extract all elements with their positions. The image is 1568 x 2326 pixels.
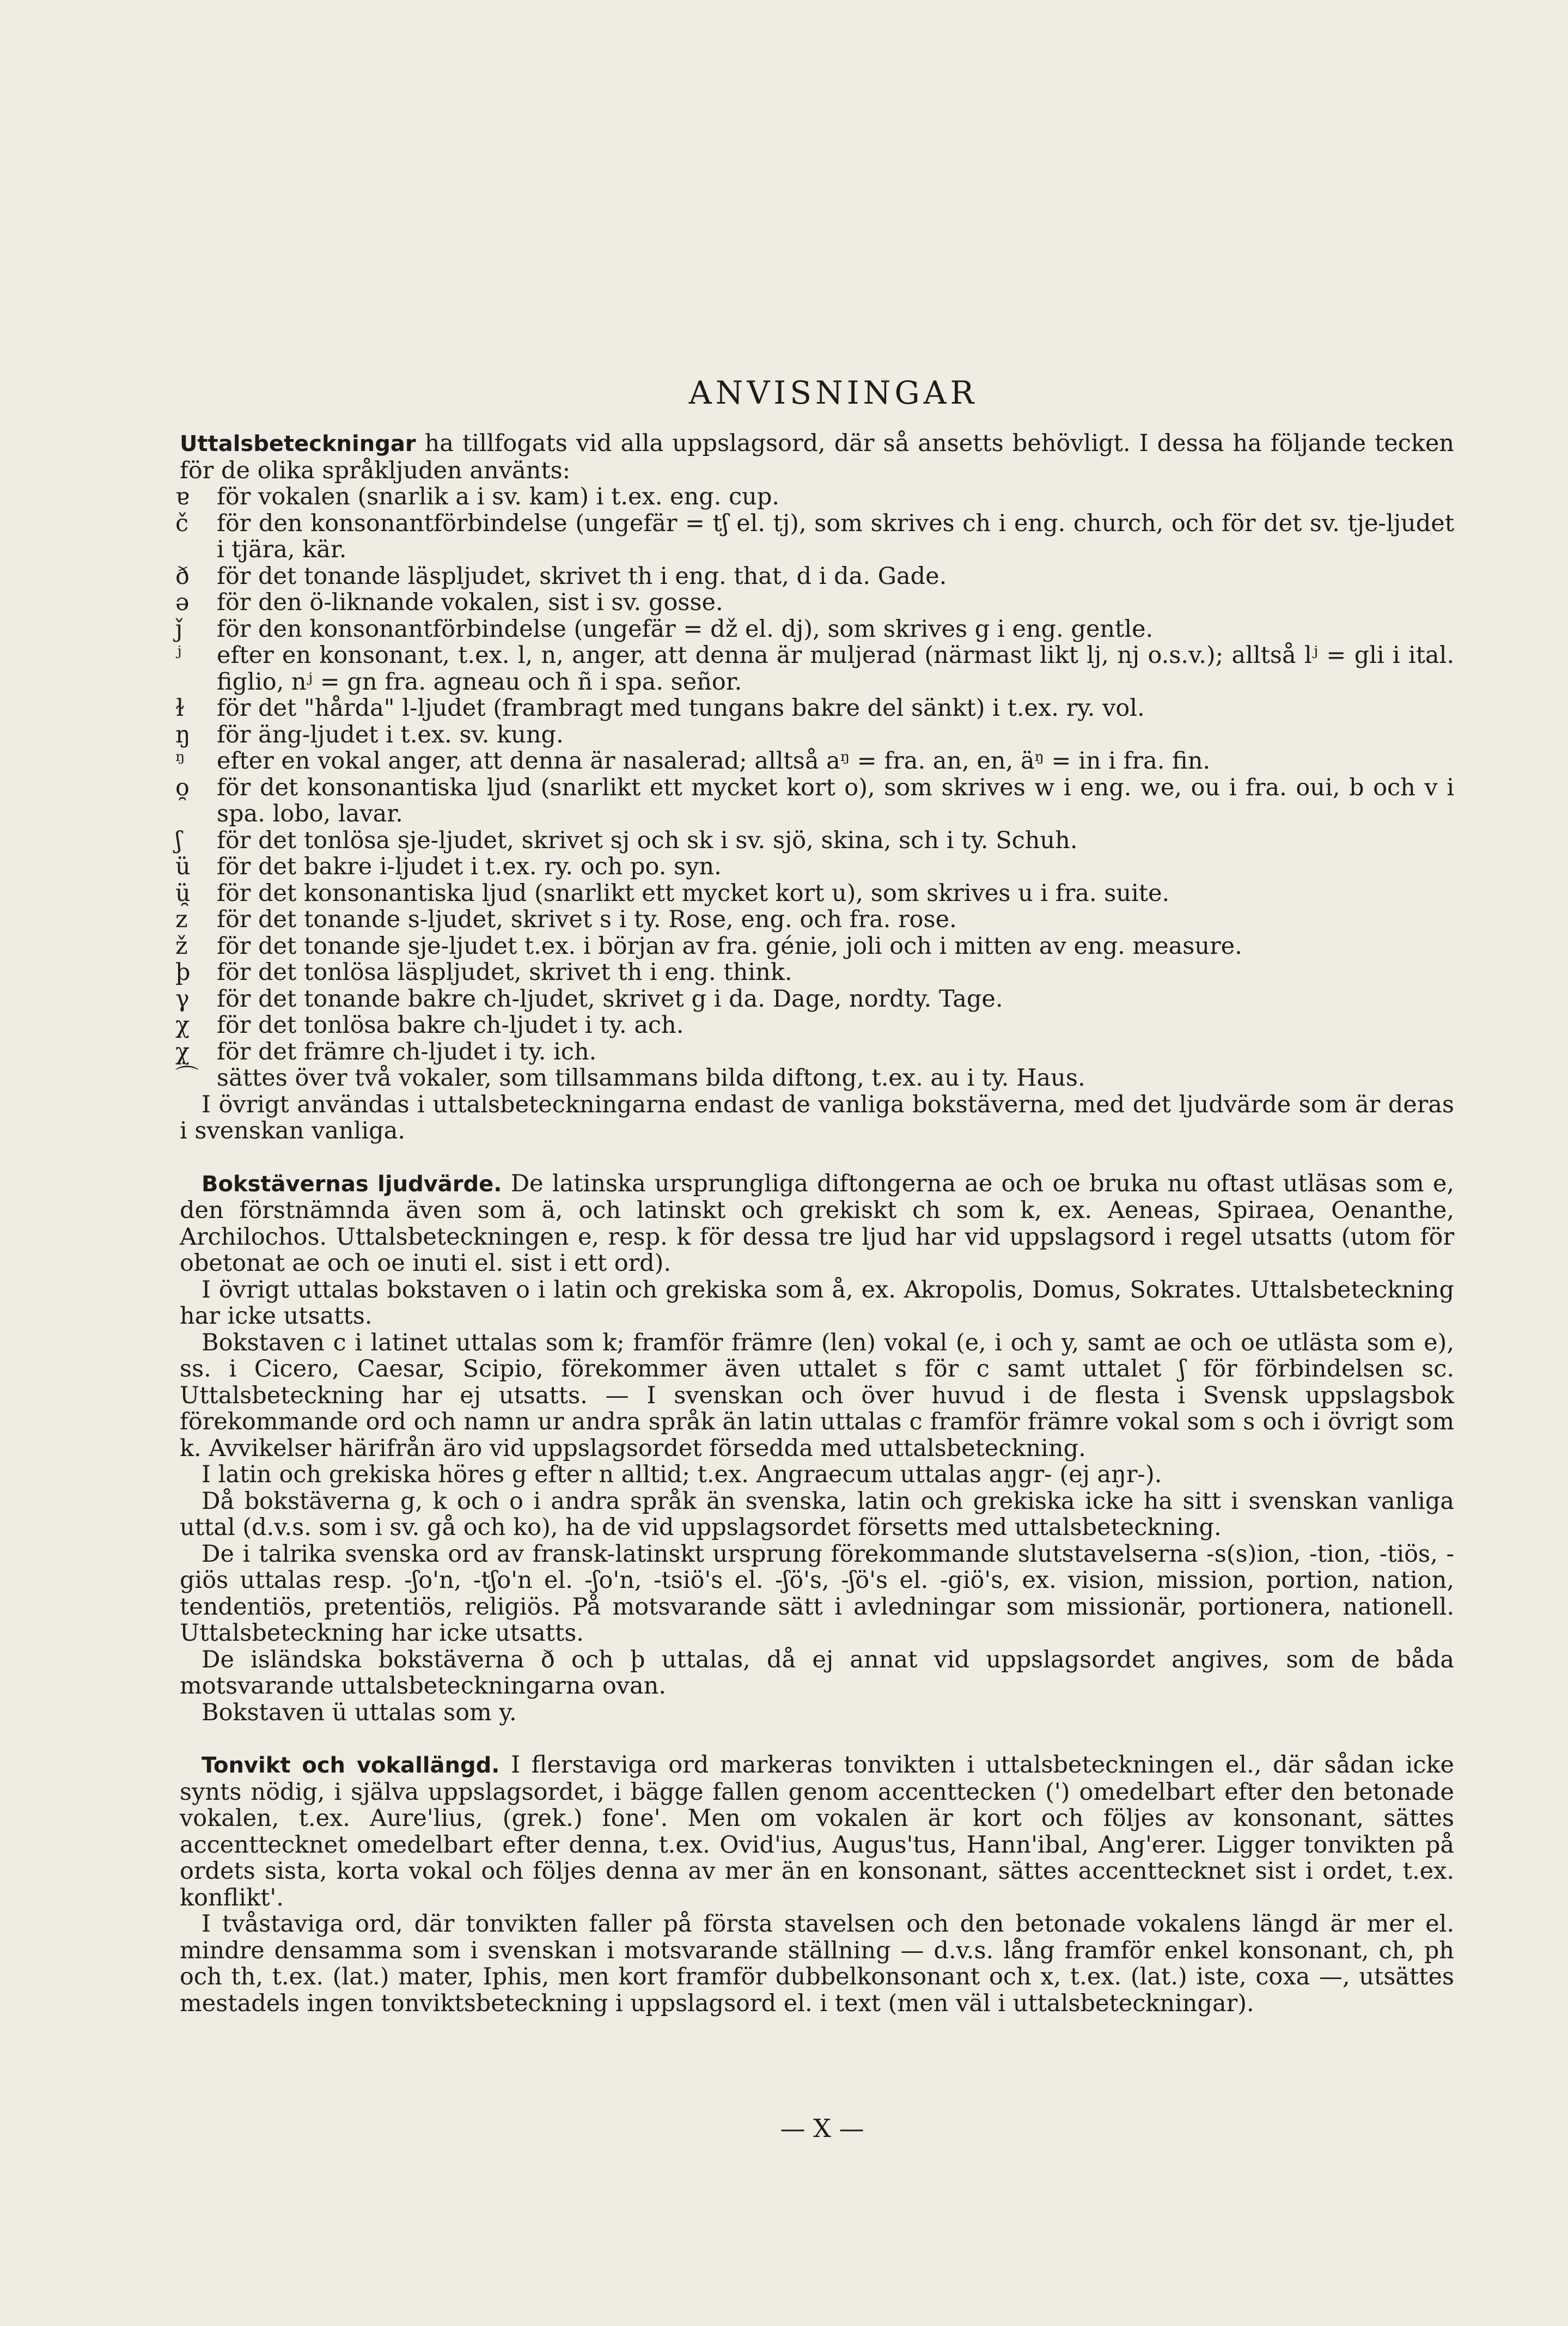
symbol-description: för det tonlösa sje-ljudet, skrivet sj och sk i sv. sjö, skina, sch i ty. Schuh. [217,826,1078,854]
section-stress-title: Tonvikt och vokallängd. [202,1753,500,1778]
symbol-row [175,615,1454,643]
body-paragraph: Bokstaven c i latinet uttalas som k; framför främre (len) vokal (e, i och y, samt ae och oe utlästa som e), ss. i Cicero, Caesar, Scipio, förekommer även uttalet s för c samt uttalet ʃ för förbindelsen sc. Uttalsbeteckning har ej utsatts. — I svenskan och över huvud i de flesta i Svensk uppslagsbok förekommande ord och namn ur andra språk än latin uttalas c framför främre vokal som s och i övrigt som k. Avvikelser härifrån äro vid uppslagsordet försedda med uttalsbeteckning. [180,1329,1454,1462]
phonetic-symbol: ŋ [175,721,191,748]
symbol-row [175,721,1454,748]
phonetic-symbol: ɫ [175,695,185,722]
body-paragraph: I övrigt uttalas bokstaven o i latin och grekiska som å, ex. Akropolis, Domus, Sokrates. Uttalsbeteckning har icke utsatts. [180,1276,1454,1330]
symbol-description: för det bakre i-ljudet i t.ex. ry. och po. syn. [217,853,722,880]
symbol-row [175,853,1454,880]
section-stress-body [180,1911,1454,2017]
body-paragraph: Bokstaven ü uttalas som y. [202,1698,517,1726]
phonetic-symbol: ɐ [175,483,190,510]
symbol-description: för vokalen (snarlik a i sv. kam) i t.ex. eng. cup. [217,483,780,510]
section-letters-lead-text: De latinska ursprungliga diftongerna ae och oe bruka nu oftast utläsas som e, den förstnämnda även som ä, och latinskt och grekiskt ch som k, ex. Aeneas, Spiraea, Oenanthe, Archilochos. Uttalsbeteckningen e, resp. k för dessa tre ljud har vid uppslagsord i regel utsatts (utom för obetonat ae och oe inuti el. sist i ett ord). [180,1170,1454,1277]
phonetic-symbol: γ [175,985,190,1013]
symbol-row [175,642,1454,696]
symbol-row [175,879,1454,907]
symbol-description: för det tonande s-ljudet, skrivet s i ty. Rose, eng. och fra. rose. [217,906,957,933]
text-column [175,374,1454,2017]
symbol-description: för det tonlösa bakre ch-ljudet i ty. ach. [217,1012,684,1039]
phonetic-symbol: ə [175,589,190,616]
phonetic-symbol: ð [175,562,190,590]
symbol-list [175,483,1454,1092]
body-paragraph: I tvåstaviga ord, där tonvikten faller på första stavelsen och den betonade vokalens längd är mer el. mindre densamma som i svenskan i motsvarande ställning — d.v.s. lång framför enkel konsonant, ch, ph och th, t.ex. (lat.) mater, Iphis, men kort framför dubbelkonsonant och x, t.ex. (lat.) iste, coxa —, utsättes mestadels ingen tonviktsbeteckning i uppslagsord el. i text (men väl i uttalsbeteckningar). [180,1910,1454,2017]
symbol-row [175,1064,1454,1092]
symbol-description: för det tonande läspljudet, skrivet th i eng. that, d i da. Gade. [217,562,947,590]
symbol-description: för det tonande bakre ch-ljudet, skrivet g i da. Dage, nordty. Tage. [217,985,1003,1013]
symbol-description: för det "hårda" l-ljudet (frambragt med tungans bakre del sänkt) i t.ex. ry. vol. [217,695,1145,722]
section-letters-lead [180,1171,1454,1277]
symbol-description: efter en vokal anger, att denna är nasalerad; alltså aᵑ = fra. an, en, äᵑ = in i fra. fin. [217,747,1211,775]
symbol-row [175,483,1454,510]
symbol-description: för det tonlösa läspljudet, skrivet th i eng. think. [217,959,792,986]
symbol-row [175,774,1454,827]
symbol-row [175,589,1454,616]
symbol-row [175,562,1454,590]
phonetic-symbol: χ̣ [175,1038,190,1065]
phonetic-symbol: ʲ [175,642,182,669]
phonetic-symbol: ü [175,853,191,880]
section-stress-lead-text: I flerstaviga ord markeras tonvikten i uttalsbeteckningen el., där sådan icke synts nödig, i själva uppslagsordet, i bägge fallen genom accenttecken (') omedelbart efter den betonade vokalen, t.ex. Aure'lius, (grek.) fone'. Men om vokalen är kort och följes av konsonant, sättes accenttecknet omedelbart efter denna, t.ex. Ovid'ius, Augus'tus, Hann'ibal, Ang'erer. Ligger tonvikten på ordets sista, korta vokal och följes denna av mer än en konsonant, sättes accenttecknet sist i ordet, t.ex. konflikt'. [180,1751,1454,1911]
body-paragraph: De isländska bokstäverna ð och þ uttalas, då ej annat vid uppslagsordet angives, som de båda motsvarande uttalsbeteckningarna ovan. [180,1646,1454,1700]
symbol-description: för den konsonantförbindelse (ungefär = tʃ el. tj), som skrives ch i eng. church, och för det sv. tje-ljudet i tjära, kär. [217,509,1454,563]
symbol-row [175,826,1454,854]
phonetic-symbol: z [175,906,188,933]
symbol-description: för det konsonantiska ljud (snarlikt ett mycket kort o), som skrives w i eng. we, ou i fra. oui, b och v i spa. lobo, lavar. [217,774,1454,827]
phonetic-symbol: č [175,509,189,537]
phonetic-symbol: ᵑ [175,747,185,775]
phonetic-symbol: ʃ [175,826,182,854]
body-paragraph: I latin och grekiska höres g efter n alltid; t.ex. Angraecum uttalas aŋgr- (ej aŋr-). [202,1461,1162,1488]
symbol-description: för den konsonantförbindelse (ungefär = dž el. dj), som skrives g i eng. gentle. [217,615,1154,643]
symbol-row [175,1038,1454,1065]
section-letters-title: Bokstävernas ljudvärde. [202,1171,502,1197]
symbol-row [175,1012,1454,1039]
phonetic-symbol: χ [175,1012,190,1039]
symbol-row [175,906,1454,933]
phonetic-symbol: ž [175,932,188,960]
section-letters-body [180,1277,1454,1726]
body-paragraph: Då bokstäverna g, k och o i andra språk än svenska, latin och grekiska icke ha sitt i svenskan vanliga uttal (d.v.s. som i sv. gå och ko), ha de vid uppslagsordet försetts med uttalsbeteckning. [180,1487,1454,1541]
symbol-row [175,932,1454,960]
body-paragraph: De i talrika svenska ord av fransk-latinskt ursprung förekommande slutstavelserna -s(s)ion, -tion, -tiös, -giös uttalas resp. -ʃo'n, -tʃo'n el. -ʃo'n, -tsiö's el. -ʃö's, -ʃö's el. -giö's, ex. vision, mission, portion, nation, tendentiös, pretentiös, religiös. På motsvarande sätt i avledningar som missionär, portionera, nationell. Uttalsbeteckning har icke utsatts. [180,1540,1454,1647]
section-stress-lead [180,1752,1454,1911]
symbol-description: för det konsonantiska ljud (snarlikt ett mycket kort u), som skrives u i fra. suite. [217,879,1170,907]
intro-title: Uttalsbeteckningar [180,431,416,456]
phonetic-symbol: þ [175,959,191,986]
page-number: — X — [780,2114,864,2143]
intro-text: ha tillfogats vid alla uppslagsord, där så ansetts behövligt. I dessa ha följande tecken för de olika språkljuden använts: [180,430,1454,484]
symbol-row [175,959,1454,986]
phonetic-symbol: ǰ [175,615,183,643]
page-title: ANVISNINGAR [688,374,978,411]
symbol-description: för det främre ch-ljudet i ty. ich. [217,1038,597,1065]
symbol-row [175,695,1454,722]
symbol-row [175,509,1454,563]
symbol-description: efter en konsonant, t.ex. l, n, anger, att denna är muljerad (närmast likt lj, nj o.s.v.); alltså lʲ = gli i ital. figlio, nʲ = gn fra. agneau och ñ i spa. señor. [217,642,1454,696]
symbol-description: för äng-ljudet i t.ex. sv. kung. [217,721,564,748]
symbol-description: sättes över två vokaler, som tillsammans bilda diftong, t.ex. au i ty. Haus. [217,1064,1085,1092]
intro-paragraph [180,430,1454,484]
symbol-description: för det tonande sje-ljudet t.ex. i början av fra. génie, joli och i mitten av eng. measure. [217,932,1242,960]
phonetic-symbol: ⌒ [175,1064,199,1092]
symbol-row [175,985,1454,1013]
phonetic-symbol: o̯ [175,774,190,801]
intro-end-paragraph: I övrigt användas i uttalsbeteckningarna endast de vanliga bokstäverna, med det ljudvärde som är deras i svenskan vanliga. [180,1091,1454,1144]
phonetic-symbol: ü̯ [175,879,191,907]
symbol-description: för den ö-liknande vokalen, sist i sv. gosse. [217,589,723,616]
symbol-row [175,747,1454,775]
